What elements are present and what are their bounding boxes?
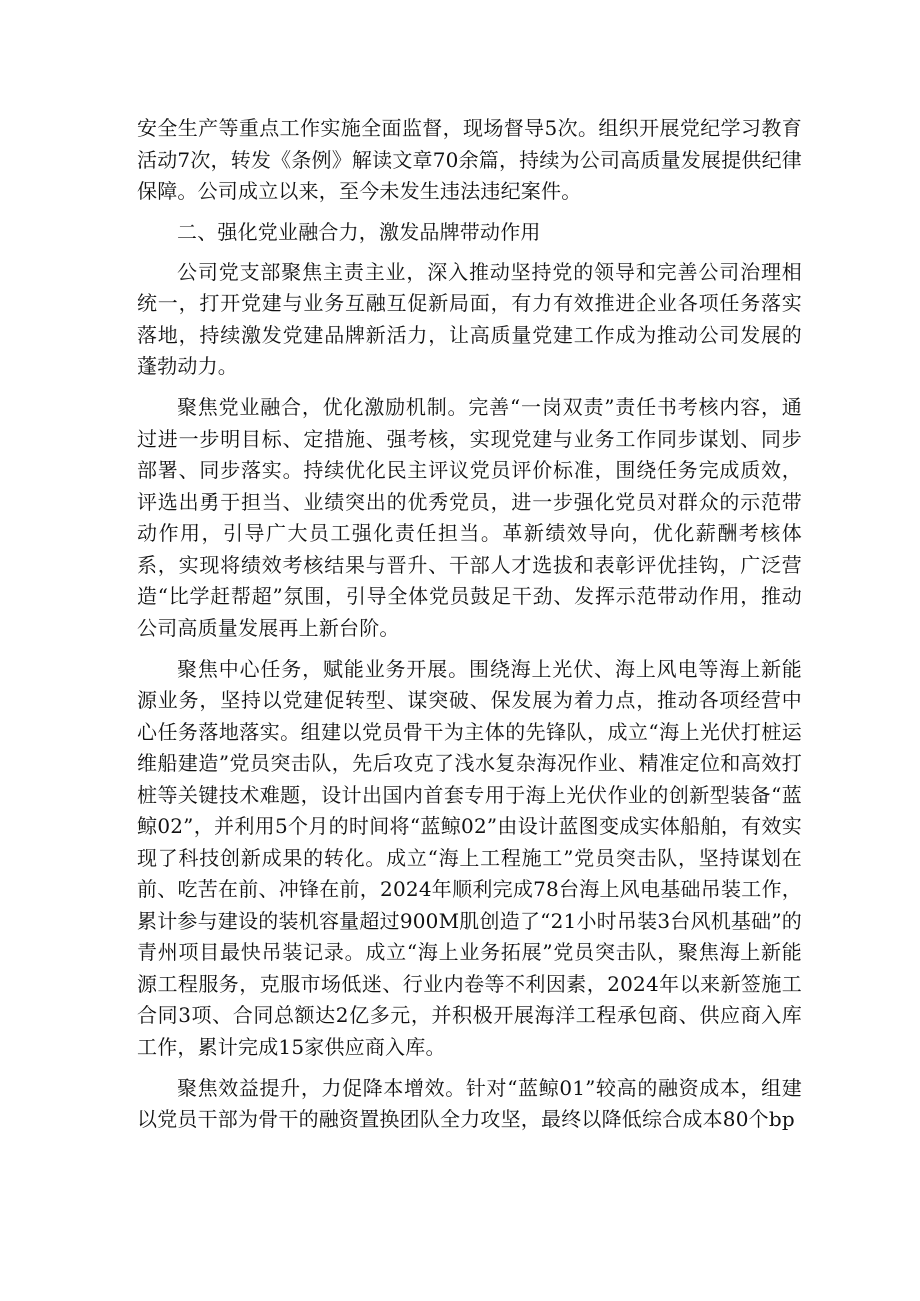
section-heading: 二、强化党业融合力，激发品牌带动作用 — [177, 220, 541, 244]
paragraph-discipline-summary: 安全生产等重点工作实施全面监督，现场督导5次。组织开展党纪学习教育活动7次，转发《条例》解读文章70余篇，持续为公司高质量发展提供纪律保障。公司成立以来，至今未发生违法违纪案件。 — [137, 116, 802, 203]
document-body — [137, 113, 802, 1136]
paragraph-party-business-integration: 公司党支部聚焦主责主业，深入推动坚持党的领导和完善公司治理相统一，打开党建与业务互融互促新局面，有力有效推进企业各项任务落实落地，持续激发党建品牌新活力，让高质量党建工作成为推动公司发展的蓬勃动力。 — [137, 259, 802, 378]
paragraph-incentive-mechanism: 聚焦党业融合，优化激励机制。完善“一岗双责”责任书考核内容，通过进一步明目标、定措施、强考核，实现党建与业务工作同步谋划、同步部署、同步落实。持续优化民主评议党员评价标准，围绕任务完成质效，评选出勇于担当、业绩突出的优秀党员，进一步强化党员对群众的示范带动作用，引导广大员工强化责任担当。革新绩效导向，优化薪酬考核体系，实现将绩效考核结果与晋升、干部人才选拔和表彰评优挂钩，广泛营造“比学赶帮超”氛围，引导全体党员鼓足干劲、发挥示范带动作用，推动公司高质量发展再上新台阶。 — [137, 395, 802, 640]
paragraph-central-tasks: 聚焦中心任务，赋能业务开展。围绕海上光伏、海上风电等海上新能源业务，坚持以党建促转型、谋突破、保发展为着力点，推动各项经营中心任务落地落实。组建以党员骨干为主体的先锋队，成立“海上光伏打桩运维船建造”党员突击队，先后攻克了浅水复杂海况作业、精准定位和高效打桩等关键技术难题，设计出国内首套专用于海上光伏作业的创新型装备“蓝鲸02”，并利用5个月的时间将“蓝鲸02”由设计蓝图变成实体船舶，有效实现了科技创新成果的转化。成立“海上工程施工”党员突击队，坚持谋划在前、吃苦在前、冲锋在前，2024年顺利完成78台海上风电基础吊装工作，累计参与建设的装机容量超过900M肌创造了“21小时吊装3台风机基础”的青州项目最快吊装记录。成立“海上业务拓展”党员突击队，聚焦海上新能源工程服务，克服市场低迷、行业内卷等不利因素，2024年以来新签施工合同3项、合同总额达2亿多元，并积极开展海洋工程承包商、供应商入库工作，累计完成15家供应商入库。 — [137, 656, 802, 1059]
paragraph-cost-reduction: 聚焦效益提升，力促降本增效。针对“蓝鲸01”较高的融资成本，组建以党员干部为骨干的融资置换团队全力攻坚，最终以降低综合成本80个bp — [137, 1075, 802, 1131]
